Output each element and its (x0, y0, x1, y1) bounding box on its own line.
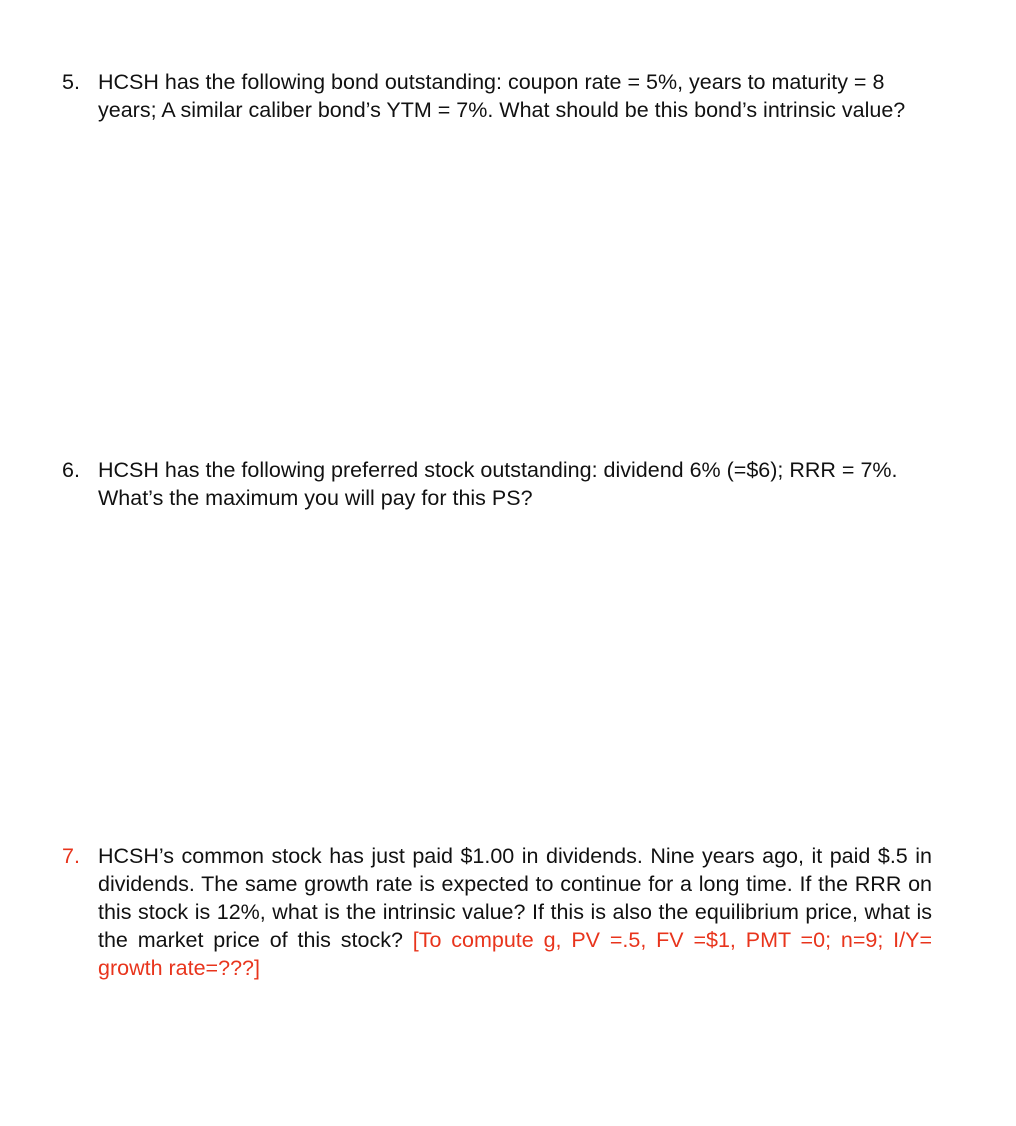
question-number: 7. (62, 844, 80, 868)
question-text: HCSH’s common stock has just paid $1.00 in dividends. Nine years ago, it paid $.5 in dividends. The same growth rate is expected to continue for a long time. If the RRR on this stock is 12%, what is the intrinsic value? If this is also the equilibrium price, what is the market price of this stock? (98, 844, 932, 952)
question-number: 6. (62, 458, 80, 482)
question-number: 5. (62, 70, 80, 94)
question-7 (62, 842, 932, 982)
question-5 (62, 68, 932, 124)
question-text: HCSH has the following bond outstanding: coupon rate = 5%, years to maturity = 8 years; A similar caliber bond’s YTM = 7%. What should be this bond’s intrinsic value? (98, 70, 906, 122)
question-6 (62, 456, 932, 512)
question-text: HCSH has the following preferred stock outstanding: dividend 6% (=$6); RRR = 7%. What’s the maximum you will pay for this PS? (98, 458, 898, 510)
calculation-hint: [To compute g, PV =.5, FV =$1, PMT =0; n=9; I/Y= growth rate=???] (98, 928, 933, 980)
question-body (98, 842, 932, 982)
